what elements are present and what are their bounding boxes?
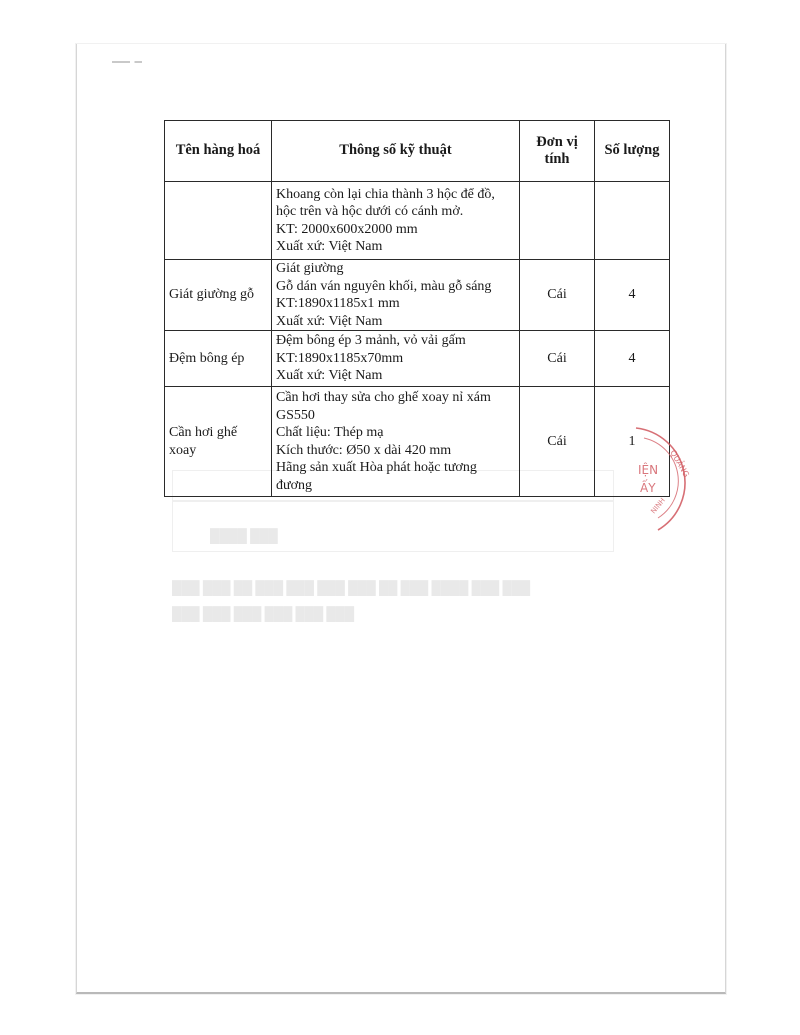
spec-line: Hãng sản xuất Hòa phát hoặc tương [276,460,477,475]
spec-line: Xuất xứ: Việt Nam [276,313,383,329]
cell-qty [595,182,670,260]
spec-line: Đệm bông ép 3 mảnh, vỏ vải gấm [276,333,466,349]
svg-text:ẤY: ẤY [640,481,656,495]
spec-line: đương [276,477,312,493]
cell-unit: Cái [520,260,595,331]
spec-line: Cần hơi thay sửa cho ghế xoay nỉ xám [276,390,491,405]
spec-line: Xuất xứ: Việt Nam [276,239,383,254]
spec-line: KT:1890x1185x70mm [276,350,404,366]
goods-spec-table [164,120,670,497]
spec-line: Gỗ dán ván nguyên khối, màu gỗ sáng [276,278,492,294]
cell-qty: 1 [595,387,670,497]
spec-line: Giát giường [276,261,344,276]
cell-spec [272,260,520,331]
table-row [165,331,670,387]
cell-name: Đệm bông ép [165,331,272,387]
cell-qty: 4 [595,331,670,387]
cell-spec [272,331,520,387]
table-header-row [165,121,670,182]
spec-line: Xuất xứ: Việt Nam [276,368,383,384]
bleed-through-text: ███ ███ ██ ███ ███ ███ ███ ██ ███ ████ ███ ███ [172,580,531,595]
svg-text:NINH: NINH [649,496,667,516]
header-spec: Thông số kỹ thuật [272,121,520,182]
spec-line: GS550 [276,407,315,423]
spec-line: Khoang còn lại chia thành 3 hộc để đồ, [276,186,495,202]
cell-unit: Cái [520,387,595,497]
table-row [165,182,670,260]
table-row [165,260,670,331]
table-row [165,387,670,497]
header-qty: Số lượng [595,121,670,182]
header-unit: Đơn vị tính [520,121,595,182]
cell-spec [272,182,520,260]
red-seal-stamp [618,418,708,538]
cell-name [165,182,272,260]
cell-unit [520,182,595,260]
spec-line: KT: 2000x600x2000 mm [276,221,418,237]
spec-line: Chất liệu: Thép mạ [276,425,384,440]
cell-name: Cần hơi ghế xoay [165,387,272,497]
spec-line: KT:1890x1185x1 mm [276,296,400,311]
spec-line: hộc trên và hộc dưới có cánh mở. [276,204,464,219]
header-name: Tên hàng hoá [165,121,272,182]
cell-spec [272,387,520,497]
cell-unit: Cái [520,331,595,387]
scan-edge-mark [112,61,142,63]
svg-text:IỆN: IỆN [638,463,659,477]
bleed-through-text: ████ ███ [210,528,278,543]
svg-text:QUẢNG: QUẢNG [668,448,691,479]
bleed-through-text: ███ ███ ███ ███ ███ ███ [172,606,355,621]
cell-qty: 4 [595,260,670,331]
spec-line: Kích thước: Ø50 x dài 420 mm [276,442,452,458]
bleed-through-box [172,500,614,502]
cell-name: Giát giường gỗ [165,260,272,331]
